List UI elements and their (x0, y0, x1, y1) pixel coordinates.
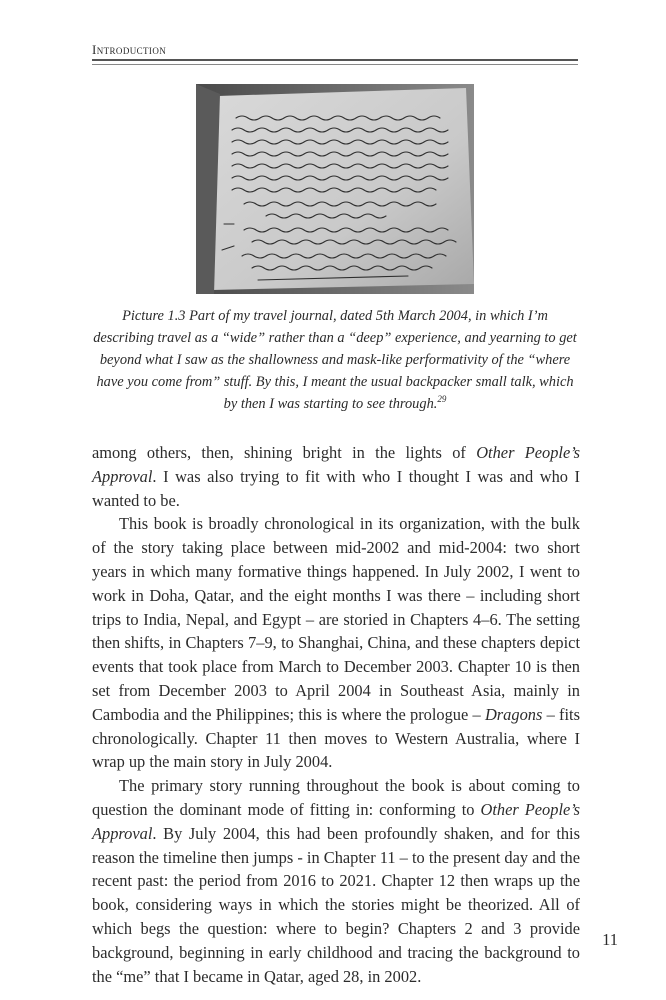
footnote-ref: 29 (437, 394, 447, 405)
book-title-emphasis: Other People’s Approval (92, 443, 580, 486)
paragraph-2-text: This book is broadly chronological in its organization, with the bulk of the story taking place between mid-2002 and mid-2004: two short years in which many formative things happened. In July 2002, I went to work in Doha, Qatar, and the eight months I was there – including short trips to India, Nepal, and Egypt – are storied in Chapters 4–6. The setting then shifts, in Chapters 7–9, to Shanghai, China, and these chapters depict events that took place from March to December 2003. Chapter 10 is then set from December 2003 to April 2004 in Southeast Asia, mainly in Cambodia and the Philippines; this is where the prologue – (92, 514, 580, 724)
paragraph-3 (92, 774, 580, 988)
book-title-emphasis: Other People’s Approval (92, 799, 580, 843)
paragraph-3-text: The primary story running throughout the book is about coming to question the dominant mode of fitting in: conforming to (92, 776, 580, 819)
paragraph-1 (92, 441, 580, 512)
running-head: Introduction (92, 42, 167, 57)
page-number: 11 (602, 930, 618, 949)
header-rule (92, 59, 578, 61)
paragraph-1-text: among others, then, shining bright in the lights of (92, 443, 477, 462)
paragraph-2-text-end: – fits chronologically. Chapter 11 then moves to Western Australia, where I wrap up the main story in July 2004. (92, 704, 580, 772)
paragraph-3-text-end: . By July 2004, this had been profoundly shaken, and for this reason the timeline then jumps - in Chapter 11 – to the present day and the recent past: the period from 2016 to 2021. Chapter 12 then wraps up the book, considering ways in which the stories might be theorized. All of which begs the question: where to begin? Chapters 2 and 3 provide background, beginning in early childhood and tracing the background to the “me” that I became in Qatar, aged 28, in 2002. (92, 823, 580, 986)
paragraph-1-text-end: . I was also trying to fit with who I thought I was and who I wanted to be. (92, 466, 580, 510)
prologue-title-emphasis: Dragons (484, 704, 543, 724)
paragraph-2 (92, 512, 580, 774)
figure-caption-text: Picture 1.3 Part of my travel journal, dated 5th March 2004, in which I’m describing travel as a “wide” rather than a “deep” experience, and yearning to get beyond what I saw as the shallowness and mask-like performativity of the “where have you come from” stuff. By this, I meant the usual backpacker small talk, which by then I was starting to see through. (93, 308, 577, 412)
journal-photo (196, 84, 474, 294)
journal-photo-image (196, 84, 474, 294)
header-rule-thin (92, 64, 578, 65)
body-text (92, 441, 580, 988)
figure-caption (92, 305, 578, 415)
